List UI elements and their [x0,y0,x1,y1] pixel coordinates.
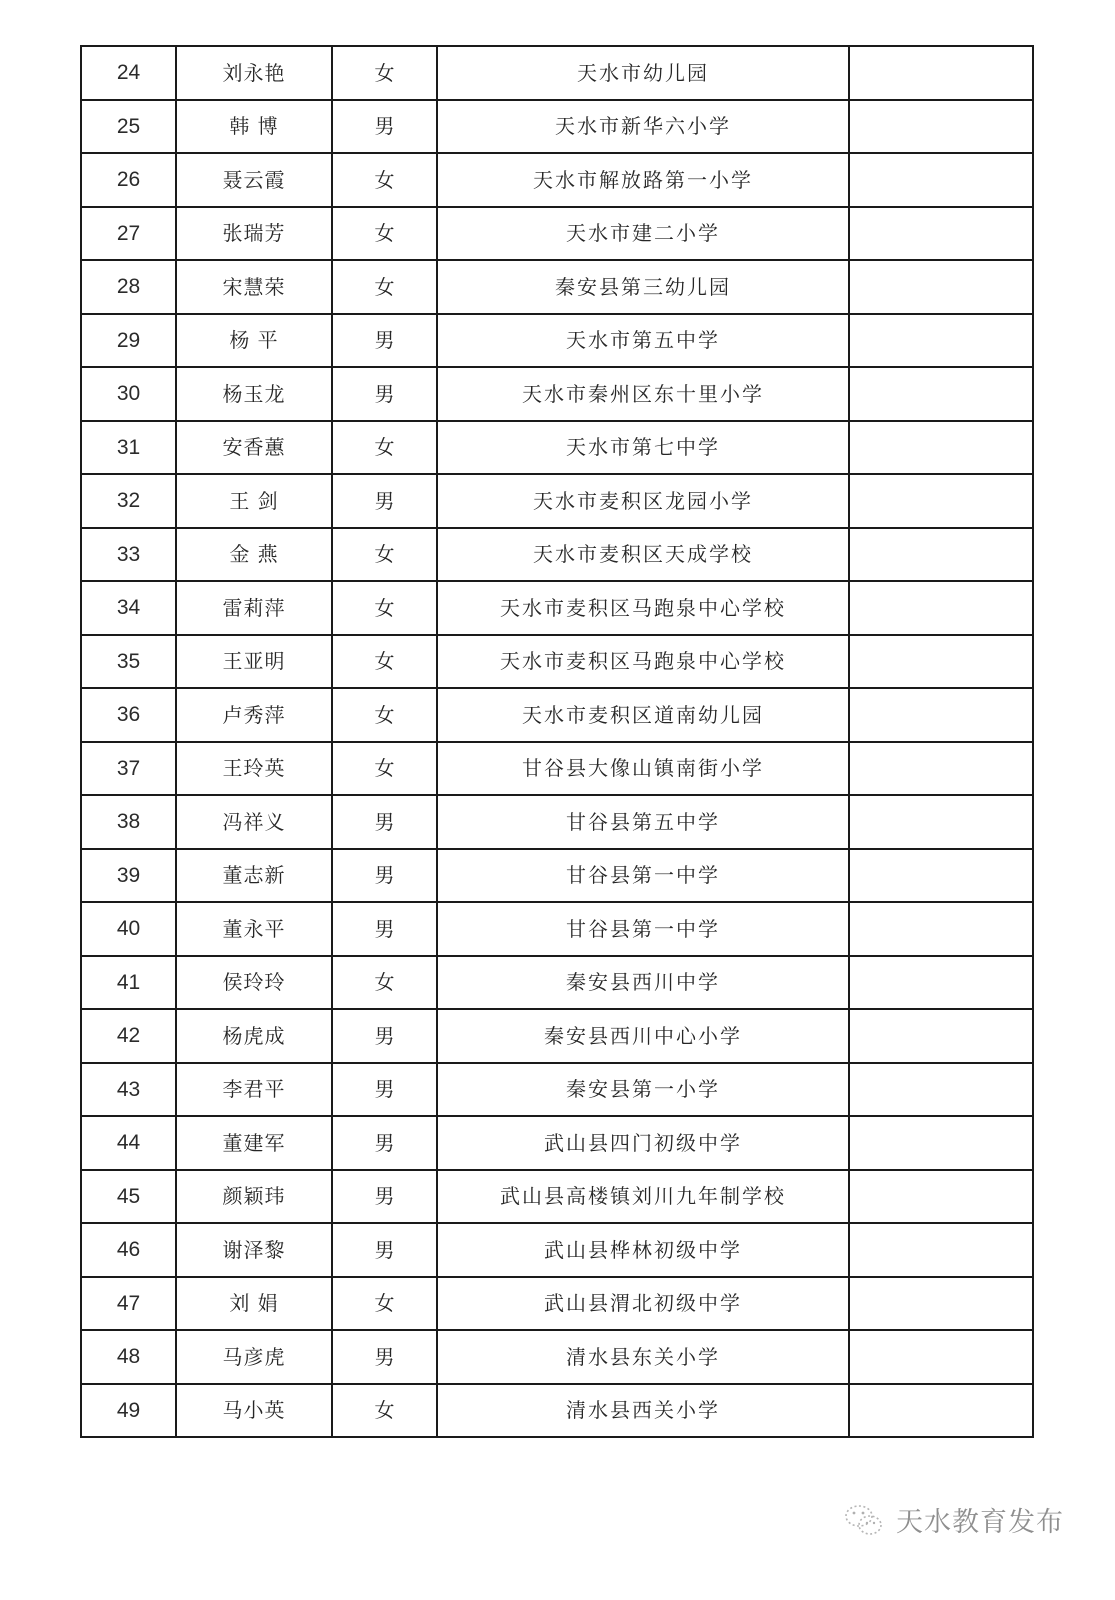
cell-note [849,1223,1033,1277]
cell-number: 30 [81,367,176,421]
table-row [81,1063,1033,1117]
cell-gender: 女 [332,46,437,100]
cell-number: 35 [81,635,176,689]
table-row [81,1170,1033,1224]
table-row [81,1384,1033,1438]
cell-note [849,260,1033,314]
cell-gender: 男 [332,367,437,421]
cell-gender: 男 [332,314,437,368]
cell-note [849,153,1033,207]
cell-number: 47 [81,1277,176,1331]
cell-number: 44 [81,1116,176,1170]
cell-gender: 女 [332,1277,437,1331]
cell-note [849,1009,1033,1063]
cell-note [849,314,1033,368]
cell-name: 谢泽黎 [176,1223,332,1277]
cell-note [849,849,1033,903]
cell-school: 甘谷县第一中学 [437,849,849,903]
cell-note [849,795,1033,849]
cell-gender: 男 [332,849,437,903]
cell-name: 侯玲玲 [176,956,332,1010]
cell-note [849,902,1033,956]
cell-number: 37 [81,742,176,796]
cell-gender: 女 [332,207,437,261]
cell-note [849,742,1033,796]
cell-name: 韩 博 [176,100,332,154]
cell-name: 冯祥义 [176,795,332,849]
cell-school: 甘谷县第五中学 [437,795,849,849]
wechat-icon [842,1501,886,1539]
table-row [81,1277,1033,1331]
table-row [81,46,1033,100]
table-row [81,421,1033,475]
table-row [81,795,1033,849]
cell-school: 清水县西关小学 [437,1384,849,1438]
cell-note [849,1277,1033,1331]
cell-gender: 女 [332,742,437,796]
cell-number: 41 [81,956,176,1010]
table-row [81,635,1033,689]
cell-name: 雷莉萍 [176,581,332,635]
table-row [81,742,1033,796]
cell-note [849,528,1033,582]
cell-gender: 男 [332,1009,437,1063]
cell-name: 杨 平 [176,314,332,368]
cell-school: 天水市麦积区道南幼儿园 [437,688,849,742]
cell-note [849,207,1033,261]
table-row [81,1223,1033,1277]
cell-name: 颜颖玮 [176,1170,332,1224]
table-row [81,1009,1033,1063]
cell-note [849,956,1033,1010]
cell-gender: 女 [332,421,437,475]
cell-note [849,1330,1033,1384]
cell-note [849,688,1033,742]
cell-note [849,474,1033,528]
cell-gender: 男 [332,1170,437,1224]
cell-school: 天水市解放路第一小学 [437,153,849,207]
cell-number: 29 [81,314,176,368]
cell-school: 秦安县第一小学 [437,1063,849,1117]
cell-gender: 男 [332,1330,437,1384]
table-row [81,1116,1033,1170]
cell-gender: 男 [332,1223,437,1277]
cell-name: 王亚明 [176,635,332,689]
cell-school: 武山县桦林初级中学 [437,1223,849,1277]
table-row [81,474,1033,528]
cell-number: 31 [81,421,176,475]
table-row [81,100,1033,154]
cell-name: 安香蕙 [176,421,332,475]
cell-school: 武山县渭北初级中学 [437,1277,849,1331]
cell-gender: 女 [332,528,437,582]
watermark-text: 天水教育发布 [896,1507,1064,1538]
cell-school: 天水市麦积区龙园小学 [437,474,849,528]
cell-number: 43 [81,1063,176,1117]
cell-gender: 男 [332,1116,437,1170]
cell-note [849,1116,1033,1170]
cell-number: 45 [81,1170,176,1224]
table-row [81,849,1033,903]
cell-number: 40 [81,902,176,956]
table-row [81,956,1033,1010]
cell-name: 宋慧荣 [176,260,332,314]
cell-number: 46 [81,1223,176,1277]
cell-number: 26 [81,153,176,207]
cell-gender: 女 [332,581,437,635]
cell-gender: 女 [332,1384,437,1438]
cell-number: 28 [81,260,176,314]
cell-number: 42 [81,1009,176,1063]
cell-gender: 男 [332,100,437,154]
cell-number: 24 [81,46,176,100]
cell-note [849,100,1033,154]
roster-table [80,45,1034,1438]
table-row [81,688,1033,742]
watermark [842,1500,1064,1539]
cell-school: 秦安县西川中学 [437,956,849,1010]
cell-school: 天水市秦州区东十里小学 [437,367,849,421]
cell-gender: 女 [332,688,437,742]
cell-number: 36 [81,688,176,742]
cell-school: 天水市第五中学 [437,314,849,368]
cell-school: 天水市麦积区马跑泉中心学校 [437,581,849,635]
cell-school: 天水市新华六小学 [437,100,849,154]
cell-name: 金 燕 [176,528,332,582]
cell-name: 卢秀萍 [176,688,332,742]
table-row [81,260,1033,314]
cell-name: 刘 娟 [176,1277,332,1331]
cell-number: 39 [81,849,176,903]
cell-name: 杨玉龙 [176,367,332,421]
cell-school: 秦安县第三幼儿园 [437,260,849,314]
cell-gender: 女 [332,260,437,314]
table-row [81,528,1033,582]
cell-name: 杨虎成 [176,1009,332,1063]
cell-note [849,1384,1033,1438]
cell-name: 马小英 [176,1384,332,1438]
table-row [81,902,1033,956]
cell-gender: 女 [332,153,437,207]
cell-gender: 女 [332,956,437,1010]
cell-note [849,1170,1033,1224]
cell-gender: 女 [332,635,437,689]
cell-gender: 男 [332,795,437,849]
cell-number: 33 [81,528,176,582]
cell-name: 张瑞芳 [176,207,332,261]
table-row [81,314,1033,368]
cell-name: 刘永艳 [176,46,332,100]
cell-school: 武山县四门初级中学 [437,1116,849,1170]
cell-number: 38 [81,795,176,849]
cell-note [849,367,1033,421]
cell-note [849,46,1033,100]
roster-body [81,46,1033,1437]
cell-name: 李君平 [176,1063,332,1117]
cell-number: 32 [81,474,176,528]
table-row [81,581,1033,635]
cell-number: 49 [81,1384,176,1438]
cell-school: 天水市建二小学 [437,207,849,261]
cell-name: 王 剑 [176,474,332,528]
cell-number: 25 [81,100,176,154]
cell-school: 武山县高楼镇刘川九年制学校 [437,1170,849,1224]
table-row [81,1330,1033,1384]
table-row [81,153,1033,207]
cell-school: 天水市麦积区天成学校 [437,528,849,582]
cell-name: 董建军 [176,1116,332,1170]
cell-school: 甘谷县第一中学 [437,902,849,956]
cell-gender: 男 [332,474,437,528]
table-row [81,207,1033,261]
cell-name: 董志新 [176,849,332,903]
cell-number: 27 [81,207,176,261]
cell-name: 王玲英 [176,742,332,796]
table-row [81,367,1033,421]
cell-note [849,421,1033,475]
cell-note [849,1063,1033,1117]
cell-name: 董永平 [176,902,332,956]
cell-school: 天水市幼儿园 [437,46,849,100]
cell-school: 天水市第七中学 [437,421,849,475]
cell-gender: 男 [332,902,437,956]
cell-note [849,635,1033,689]
cell-note [849,581,1033,635]
cell-number: 48 [81,1330,176,1384]
cell-school: 清水县东关小学 [437,1330,849,1384]
cell-school: 天水市麦积区马跑泉中心学校 [437,635,849,689]
cell-number: 34 [81,581,176,635]
cell-name: 马彦虎 [176,1330,332,1384]
cell-school: 秦安县西川中心小学 [437,1009,849,1063]
cell-name: 聂云霞 [176,153,332,207]
cell-gender: 男 [332,1063,437,1117]
cell-school: 甘谷县大像山镇南街小学 [437,742,849,796]
